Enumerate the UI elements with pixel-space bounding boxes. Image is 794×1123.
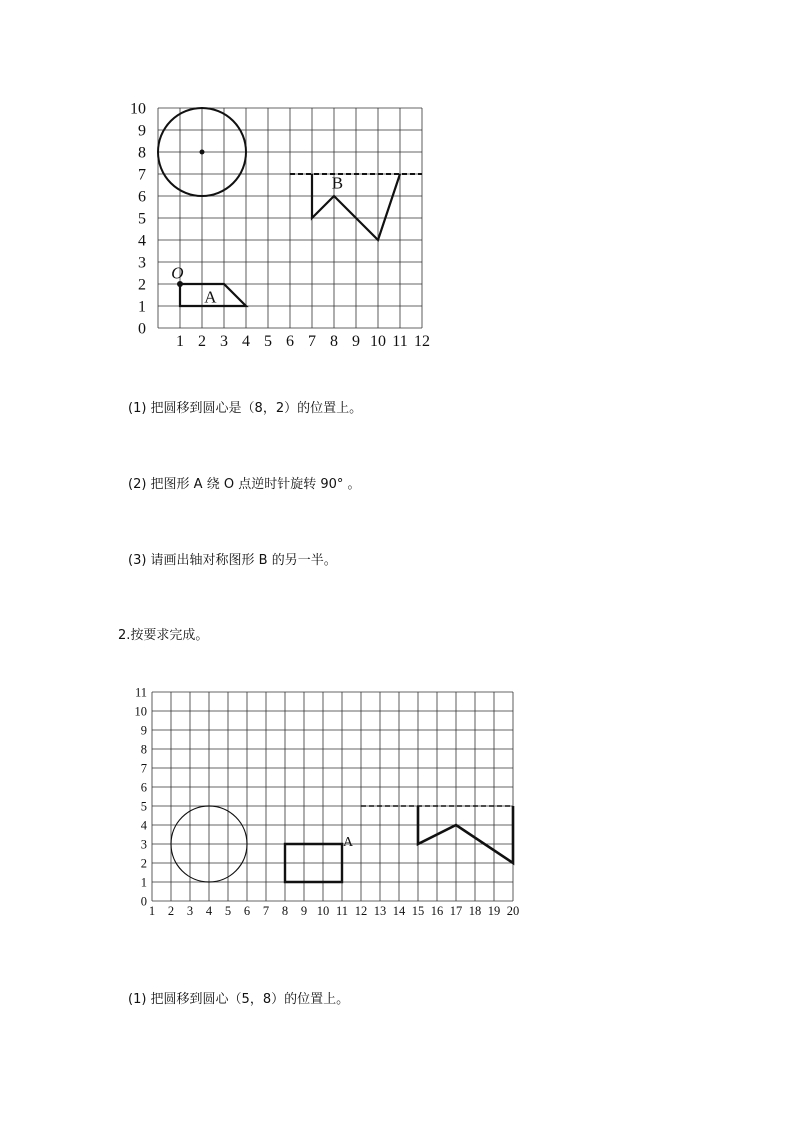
y-tick-label: 4 [138, 232, 146, 250]
y-tick-label: 3 [140, 837, 147, 852]
x-tick-label: 12 [354, 904, 368, 918]
question-1-1: (1) 把圆移到圆心是（8，2）的位置上。 [128, 401, 363, 416]
y-tick-label: 11 [134, 685, 147, 700]
x-tick-label: 9 [352, 333, 360, 350]
x-tick-label: 6 [286, 333, 294, 350]
grid-figure-1 [118, 96, 438, 356]
y-tick-label: 0 [140, 894, 147, 909]
half-symmetric-shape [418, 806, 513, 863]
question-1-2: (2) 把图形 A 绕 O 点逆时针旋转 90° 。 [128, 477, 361, 492]
y-tick-label: 1 [140, 875, 147, 890]
x-tick-label: 2 [198, 333, 206, 350]
x-tick-label: 3 [186, 904, 194, 918]
x-tick-label: 9 [300, 904, 308, 918]
x-tick-label: 8 [330, 333, 338, 350]
x-tick-label: 3 [220, 333, 228, 350]
x-tick-label: 4 [242, 333, 250, 350]
y-tick-label: 7 [138, 166, 146, 184]
y-tick-label: 2 [140, 856, 147, 871]
x-tick-label: 7 [262, 904, 270, 918]
x-tick-label: 11 [392, 333, 408, 350]
x-tick-label: 15 [411, 904, 425, 918]
x-tick-label: 7 [308, 333, 316, 350]
x-tick-label: 1 [176, 333, 184, 350]
y-tick-label: 4 [140, 818, 147, 833]
y-tick-label: 0 [138, 320, 146, 338]
x-tick-label: 4 [205, 904, 213, 918]
point-o-label: O [171, 263, 184, 283]
x-tick-label: 17 [449, 904, 463, 918]
y-tick-label: 8 [140, 742, 147, 757]
y-tick-label: 6 [140, 780, 147, 795]
x-tick-label: 20 [506, 904, 520, 918]
question-1-3: (3) 请画出轴对称图形 B 的另一半。 [128, 553, 337, 568]
x-tick-label: 8 [281, 904, 289, 918]
y-tick-label: 2 [138, 276, 146, 294]
circle-center-dot [200, 150, 205, 155]
problem-2-heading: 2.按要求完成。 [118, 628, 209, 643]
question-2-1: (1) 把圆移到圆心（5，8）的位置上。 [128, 992, 350, 1007]
x-tick-label: 12 [414, 333, 430, 350]
x-tick-label: 10 [316, 904, 330, 918]
shape-a-label: A [204, 287, 217, 307]
x-tick-label: 13 [373, 904, 387, 918]
x-tick-label: 2 [167, 904, 175, 918]
y-tick-label: 10 [130, 100, 146, 118]
x-tick-label: 1 [148, 904, 156, 918]
y-tick-label: 7 [140, 761, 147, 776]
y-tick-label: 5 [140, 799, 147, 814]
x-tick-label: 16 [430, 904, 444, 918]
y-tick-label: 10 [134, 704, 147, 719]
x-tick-label: 11 [335, 904, 349, 918]
y-tick-label: 9 [138, 122, 146, 140]
y-tick-label: 8 [138, 144, 146, 162]
x-tick-label: 18 [468, 904, 482, 918]
x-tick-label: 5 [264, 333, 272, 350]
x-tick-label: 19 [487, 904, 501, 918]
x-tick-label: 14 [392, 904, 406, 918]
y-tick-label: 5 [138, 210, 146, 228]
y-tick-label: 1 [138, 298, 146, 316]
y-tick-label: 6 [138, 188, 146, 206]
rectangle-a-label: A [342, 834, 354, 850]
x-tick-label: 5 [224, 904, 232, 918]
x-tick-label: 10 [370, 333, 386, 350]
x-tick-label: 6 [243, 904, 251, 918]
shape-b-label: B [331, 173, 344, 193]
y-tick-label: 3 [138, 254, 146, 272]
y-tick-label: 9 [140, 723, 147, 738]
grid-figure-2 [124, 683, 554, 943]
